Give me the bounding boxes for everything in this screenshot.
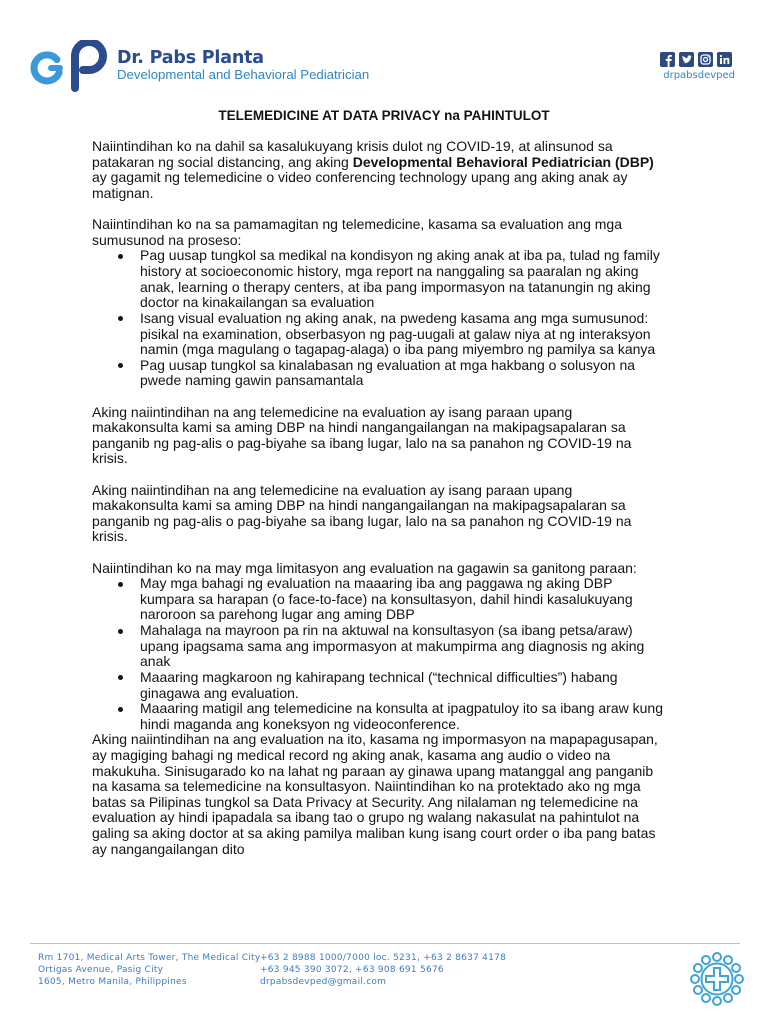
paragraph-line: Aking naiintindihan na ang telemedicine na evaluation ay isang paraan upang	[92, 481, 573, 498]
facebook-icon	[660, 52, 675, 67]
limitations-paragraph	[92, 561, 712, 733]
paragraph-line: sumusunod na proseso:	[92, 231, 242, 248]
list-line: anak	[140, 653, 171, 670]
list-line: doctor na kinakailangan sa evaluation	[140, 294, 375, 311]
bullet-marker	[118, 316, 123, 321]
list-item	[140, 670, 712, 701]
paragraph-spacer	[92, 389, 712, 405]
list-line: pisikal na examination, obserbasyon ng pag-uugali at galaw niya at ng interaksyon	[140, 325, 651, 342]
doctor-specialty: Developmental and Behavioral Pediatrician	[117, 67, 370, 82]
list-item	[140, 576, 712, 623]
paragraph-line: ay gagamit ng telemedicine o video conferencing technology upang ang aking anak ay	[92, 169, 628, 186]
list-line: Maaaring magkaroon ng kahirapang technical (“technical difficulties”) habang	[140, 668, 618, 685]
list-line: namin (mga magulang o tagapag-alaga) o iba pang miyembro ng pamilya sa kanya	[140, 341, 656, 358]
paragraph-line: Naiintindihan ko na may mga limitasyon ang evaluation na gagawin sa ganitong paraan:	[92, 559, 637, 576]
paragraph-line: na kasama sa telemedicine na konsultasyon. Naiintindihan ko na protektado ako ng mga	[92, 778, 641, 795]
list-line: Pag uusap tungkol sa medikal na kondisyon ng aking anak at iba pa, tulad ng family	[140, 247, 660, 264]
social-icons	[660, 52, 732, 67]
twitter-icon	[679, 52, 694, 67]
footer-address	[38, 952, 260, 988]
document-title: TELEMEDICINE AT DATA PRIVACY na PAHINTULOT	[218, 108, 550, 123]
paragraph-line: Naiintindihan ko na sa pamamagitan ng telemedicine, kasama sa evaluation ang mga	[92, 216, 622, 233]
footer-divider	[30, 943, 740, 944]
paragraph-line: panganib ng pag-alis o pag-biyahe sa ibang lugar, lalo na sa panahon ng COVID-19 na	[92, 512, 632, 529]
address-line: 1605, Metro Manila, Philippines	[38, 977, 187, 987]
bullet-marker	[118, 629, 123, 634]
address-line: Rm 1701, Medical Arts Tower, The Medical City	[38, 953, 261, 963]
bullet-marker	[118, 582, 123, 587]
paragraph-line: makukuha. Sinisugarado ko na lahat ng paraan ay ginawa upang matanggal ang panganib	[92, 762, 654, 779]
address-line: Ortigas Avenue, Pasig City	[38, 965, 164, 975]
bullet-marker	[118, 363, 123, 368]
paragraph-spacer	[92, 202, 712, 218]
intro-paragraph	[92, 139, 712, 201]
list-line: Mahalaga na mayroon pa rin na aktuwal na konsultasyon (sa ibang petsa/araw)	[140, 622, 633, 639]
paragraph-line	[92, 155, 712, 171]
doctor-name: Dr. Pabs Planta	[117, 48, 264, 68]
list-line: pwede naming gawin pansamantala	[140, 372, 364, 389]
document-body	[92, 139, 712, 857]
paragraph-line: evaluation ay hindi ipapadala sa ibang tao o grupo ng walang nakasulat na pahintulot na	[92, 809, 640, 826]
paragraph-line: galing sa aking doctor at sa aking pamilya maliban kung isang court order o iba pang batas	[92, 825, 656, 841]
list-line: kumpara sa harapan (o face-to-face) na konsultasyon, dahil hindi kasalukuyang	[140, 590, 633, 607]
benefit-paragraph	[92, 405, 712, 467]
social-handle: drpabsdevped	[663, 70, 735, 81]
list-item	[140, 701, 712, 732]
paragraph-line: batas sa Pilipinas tungkol sa Data Privacy at Security. Ang nilalaman ng telemedicine na	[92, 793, 639, 810]
footer-contact	[260, 952, 506, 988]
phone-line: +63 945 390 3072, +63 908 691 5676	[260, 965, 444, 975]
list-item	[140, 358, 712, 389]
list-item	[140, 311, 712, 358]
paragraph-line: ay nangangailangan dito	[92, 840, 245, 857]
list-line: Pag uusap tungkol sa kinalabasan ng evaluation at mga hakbang o solusyon na	[140, 356, 636, 373]
bullet-marker	[118, 675, 123, 680]
list-line: May mga bahagi ng evaluation na maaaring iba ang paggawa ng aking DBP	[140, 575, 613, 592]
list-item	[140, 248, 712, 310]
paragraph-line: matignan.	[92, 185, 154, 202]
limitations-list	[92, 576, 712, 732]
list-line: upang ipagsama sama ang impormasyon at makumpirma ang diagnosis ng aking	[140, 637, 645, 654]
privacy-paragraph	[92, 732, 712, 857]
list-line: naroroon sa parehong lugar ang aming DBP	[140, 606, 415, 623]
list-line: anak, learning o therapy centers, at iba pang impormasyon na tatanungin ng aking	[140, 278, 651, 295]
paragraph-line: Aking naiintindihan na ang telemedicine na evaluation ay isang paraan upang	[92, 403, 573, 420]
list-line: ginagawa ang evaluation.	[140, 684, 299, 701]
bullet-marker	[118, 707, 123, 712]
clinic-logo-icon	[28, 40, 108, 92]
list-line: history at socioeconomic history, mga report na nanggaling sa paaralan ng aking	[140, 263, 639, 280]
paragraph-line: makakonsulta kami sa aming DBP na hindi nangangailangan na makipagsapalaran sa	[92, 419, 626, 436]
linkedin-icon	[717, 52, 732, 67]
paragraph-line: Naiintindihan ko na dahil sa kasalukuyang krisis dulot ng COVID-19, at alinsunod sa	[92, 138, 613, 155]
paragraph-line: Aking naiintindihan na ang evaluation na ito, kasama ng impormasyon na mapapagusapan,	[92, 731, 658, 748]
dbp-term: Developmental Behavioral Pediatrician (DBP)	[352, 153, 654, 170]
list-item	[140, 623, 712, 670]
paragraph-line: ay magiging bahagi ng medical record ng aking anak, kasama ang audio o video na	[92, 746, 611, 763]
phone-line: +63 2 8988 1000/7000 loc. 5231, +63 2 8637 4178	[260, 953, 507, 963]
instagram-icon	[698, 52, 713, 67]
email-line: drpabsdevped@gmail.com	[260, 977, 387, 987]
bullet-marker	[118, 254, 123, 259]
process-paragraph	[92, 217, 712, 389]
paragraph-line: makakonsulta kami sa aming DBP na hindi nangangailangan na makipagsapalaran sa	[92, 497, 626, 514]
paragraph-line: krisis.	[92, 450, 128, 467]
list-line: hindi maganda ang koneksyon ng videoconference.	[140, 715, 460, 732]
paragraph-spacer	[92, 545, 712, 561]
medical-cross-ring-icon	[688, 950, 746, 1008]
process-list	[92, 248, 712, 388]
paragraph-text: patakaran ng social distancing, ang aking	[92, 153, 353, 170]
list-line: Maaaring matigil ang telemedicine na konsulta at ipagpatuloy ito sa ibang araw kung	[140, 700, 663, 717]
list-line: Isang visual evaluation ng aking anak, na pwedeng kasama ang mga sumusunod:	[140, 309, 649, 326]
benefit-paragraph-repeat	[92, 483, 712, 545]
paragraph-line: panganib ng pag-alis o pag-biyahe sa ibang lugar, lalo na sa panahon ng COVID-19 na	[92, 434, 632, 451]
paragraph-spacer	[92, 467, 712, 483]
paragraph-line: krisis.	[92, 528, 128, 545]
